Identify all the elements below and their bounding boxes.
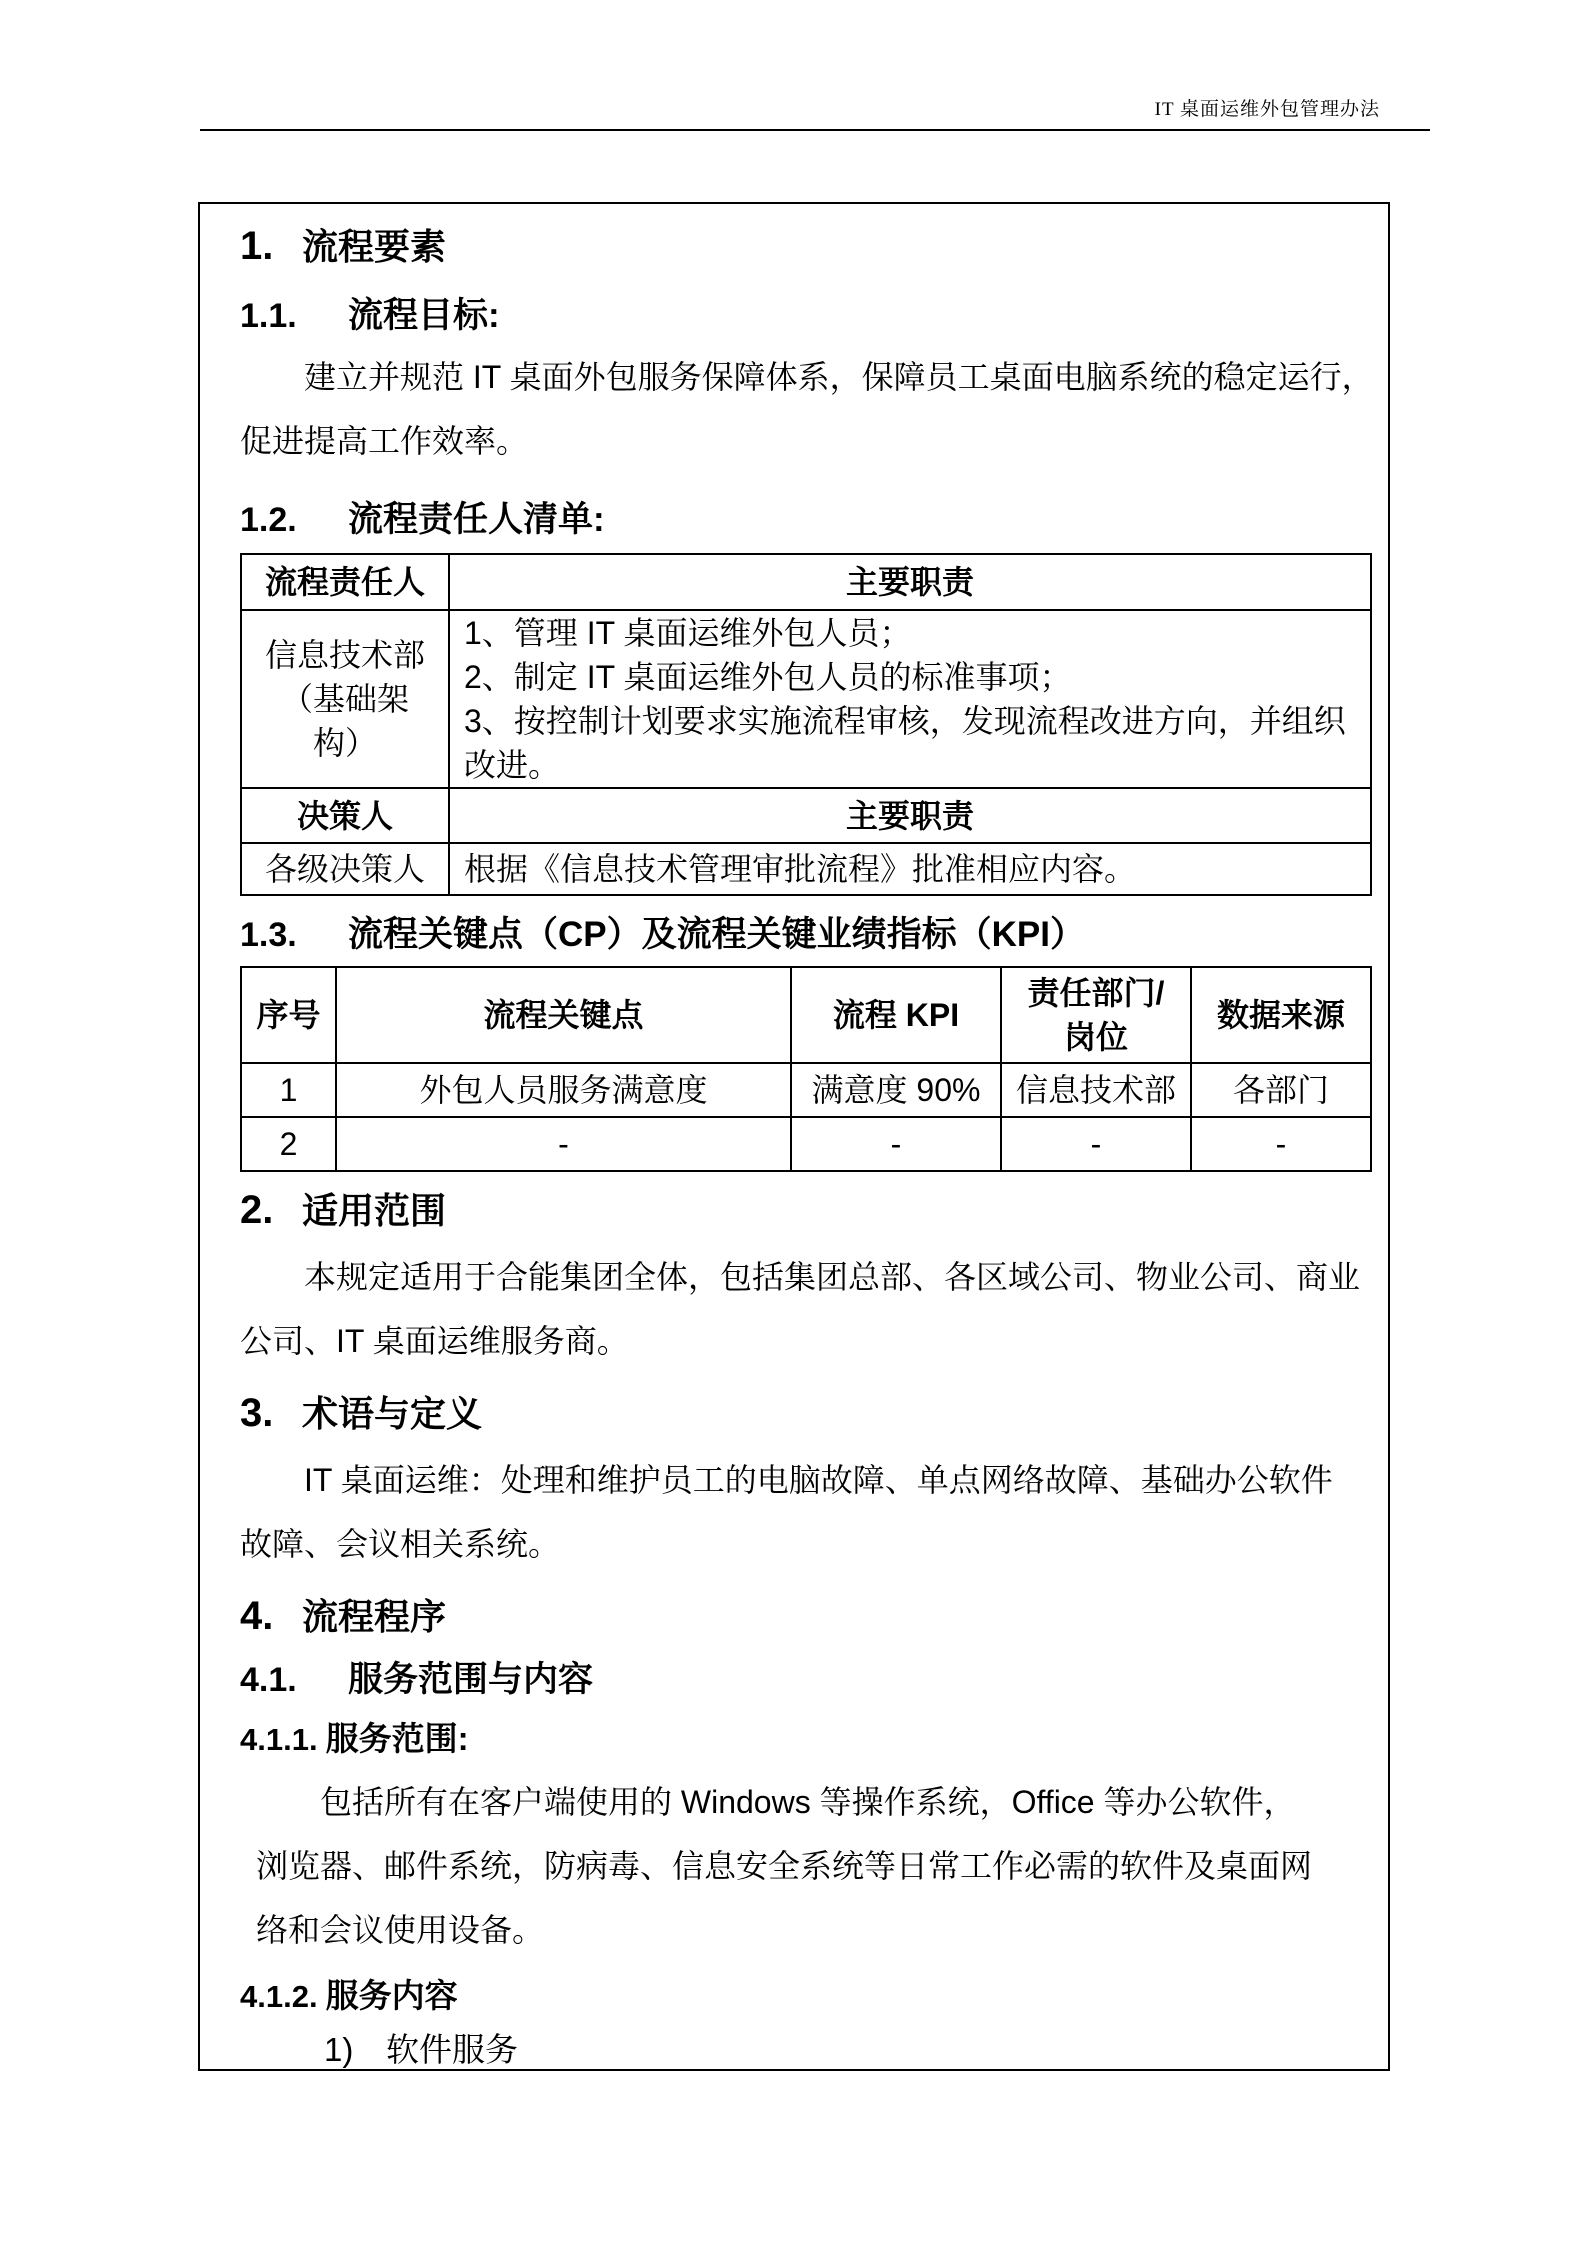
heading-title: 流程程序 [302,1596,447,1637]
header-title: IT 桌面运维外包管理办法 [1154,99,1380,120]
cell-decision-maker: 决策人 [241,788,449,843]
heading-scope [240,1188,1380,1233]
table-header-row [241,554,1371,610]
paragraph-service-scope: 包括所有在客户端使用的 Windows 等操作系统，Office 等办公软件，浏览器、邮件系统，防病毒、信息安全系统等日常工作必需的软件及桌面网络和会议使用设备。 [256,1784,1313,1948]
responsibility-table [240,553,1372,896]
cell-approval-basis: 根据《信息技术管理审批流程》批准相应内容。 [449,843,1371,895]
list-item-software-service [324,2029,1380,2071]
table-row [241,1117,1371,1171]
cell-keypoint: - [336,1117,791,1171]
table-header-row [241,967,1371,1063]
cell-source: - [1191,1117,1371,1171]
cell-source: 各部门 [1191,1063,1371,1117]
paragraph-scope: 本规定适用于合能集团全体，包括集团总部、各区域公司、物业公司、商业公司、IT 桌面运维服务商。 [240,1259,1361,1359]
col-header-duties: 主要职责 [449,554,1371,610]
cell-seq: 1 [241,1063,336,1117]
heading-title: 术语与定义 [302,1393,483,1434]
heading-title: 流程关键点（CP）及流程关键业绩指标（KPI） [348,915,1085,954]
heading-number: 4.1. [240,1661,297,1699]
heading-procedure [240,1594,1380,1639]
heading-cp-kpi [240,914,1380,956]
list-item-number: 1) [324,2031,354,2068]
table-row [241,610,1371,788]
cell-seq: 2 [241,1117,336,1171]
duty-line: 2、制定 IT 桌面运维外包人员的标准事项； [464,659,1072,695]
heading-number: 1.1. [240,297,297,335]
heading-number: 1. [240,224,274,268]
col-header-responsible: 流程责任人 [241,554,449,610]
page-header [1155,94,1380,121]
col-header-seq: 序号 [241,967,336,1063]
duty-line: 3、按控制计划要求实施流程审核，发现流程改进方向，并组织改进。 [464,703,1346,783]
content-box [198,202,1390,2071]
heading-service-content [240,1976,1380,2017]
heading-title: 服务范围: [325,1720,469,1757]
cell-kpi: - [791,1117,1001,1171]
cell-keypoint: 外包人员服务满意度 [336,1063,791,1117]
cell-kpi: 满意度 90% [791,1063,1001,1117]
heading-title: 服务范围与内容 [348,1660,594,1699]
heading-terms [240,1391,1380,1436]
heading-number: 4.1.2. [240,1979,318,2014]
heading-number: 1.2. [240,501,297,539]
cell-duties-header: 主要职责 [449,788,1371,843]
table-row [241,788,1371,843]
header-rule [200,129,1430,131]
heading-number: 4. [240,1594,274,1638]
table-row [241,843,1371,895]
heading-title: 流程责任人清单: [348,500,605,539]
cell-all-decision-makers: 各级决策人 [241,843,449,895]
heading-title: 服务内容 [325,1977,458,2014]
cell-owner: 信息技术部（基础架构） [241,610,449,788]
heading-number: 3. [240,1391,274,1435]
heading-process-elements [240,224,1380,269]
cell-dept: - [1001,1117,1191,1171]
cell-dept: 信息技术部 [1001,1063,1191,1117]
col-header-kpi: 流程 KPI [791,967,1001,1063]
heading-number: 1.3. [240,916,297,954]
heading-title: 适用范围 [302,1190,447,1231]
heading-title: 流程目标: [348,296,500,335]
paragraph-terms: IT 桌面运维：处理和维护员工的电脑故障、单点网络故障、基础办公软件故障、会议相关系统。 [240,1462,1333,1562]
col-header-dept: 责任部门/岗位 [1001,967,1191,1063]
list-item-label: 软件服务 [386,2031,518,2068]
heading-responsible-list [240,499,1380,541]
heading-process-goal [240,295,1380,337]
table-row [241,1063,1371,1117]
heading-service-scope [240,1719,1380,1760]
duty-line: 1、管理 IT 桌面运维外包人员； [464,615,912,651]
heading-service-scope-content [240,1659,1380,1701]
heading-number: 2. [240,1188,274,1232]
heading-number: 4.1.1. [240,1722,318,1757]
kpi-table [240,966,1372,1172]
cell-duties [449,610,1371,788]
paragraph-process-goal: 建立并规范 IT 桌面外包服务保障体系，保障员工桌面电脑系统的稳定运行，促进提高工作效率。 [240,359,1374,459]
col-header-source: 数据来源 [1191,967,1371,1063]
heading-title: 流程要素 [302,226,447,267]
col-header-keypoint: 流程关键点 [336,967,791,1063]
